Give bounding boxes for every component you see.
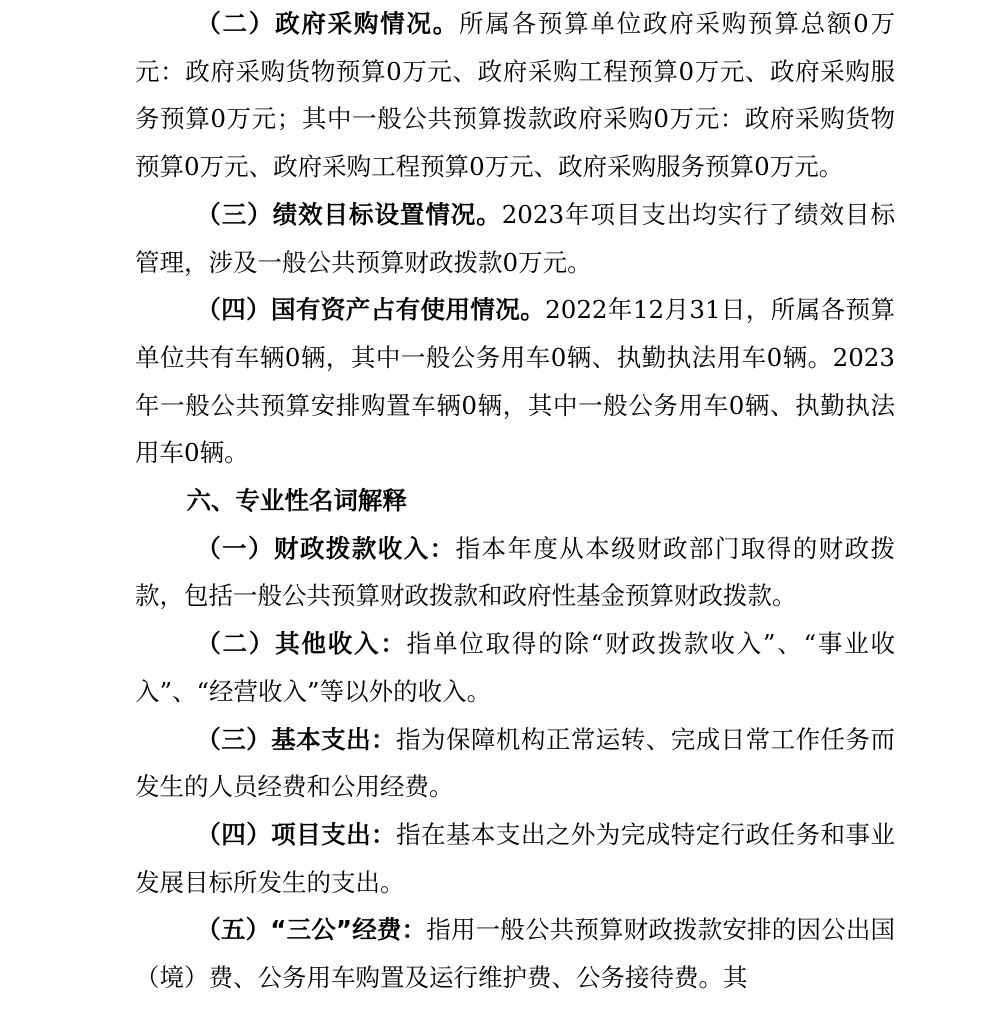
paragraph-lead: （三）绩效目标设置情况。 (196, 199, 502, 229)
definition-other-income (135, 620, 895, 715)
definition-fiscal-appropriation-income (135, 525, 895, 620)
definition-term: （五）“三公”经费： (196, 915, 427, 945)
section-heading: 六、专业性名词解释 (186, 486, 407, 516)
paragraph-state-assets (135, 286, 895, 477)
definition-term: （二）其他收入： (196, 629, 407, 659)
definition-term: （三）基本支出： (196, 724, 397, 754)
document-page (135, 0, 895, 1002)
paragraph-text: 2022年12月31日，所属各预算单位共有车辆0辆，其中一般公务用车0辆、执勤执法用车0辆。2023年一般公共预算安排购置车辆0辆，其中一般公务用车0辆、执勤执法用车0辆。 (135, 295, 895, 468)
definition-text: 指为保障机构正常运转、完成日常工作任务而发生的人员经费和公用经费。 (135, 724, 896, 802)
definition-text: 指本年度从本级财政部门取得的财政拨款，包括一般公共预算财政拨款和政府性基金预算财政拨款。 (135, 533, 895, 611)
definition-term: （四）项目支出： (196, 819, 397, 849)
paragraph-performance-targets (135, 191, 895, 286)
definition-text: 指用一般公共预算财政拨款安排的因公出国（境）费、公务用车购置及运行维护费、公务接待费。其 (135, 915, 895, 993)
definition-text: 指在基本支出之外为完成特定行政任务和事业发展目标所发生的支出。 (135, 819, 896, 897)
paragraph-text: 所属各预算单位政府采购预算总额0万元：政府采购货物预算0万元、政府采购工程预算0万元、政府采购服务预算0万元；其中一般公共预算拨款政府采购0万元：政府采购货物预算0万元、政府采购工程预算0万元、政府采购服务预算0万元。 (135, 9, 896, 182)
paragraph-text: 2023年项目支出均实行了绩效目标管理，涉及一般公共预算财政拨款0万元。 (135, 199, 895, 277)
paragraph-lead: （四）国有资产占有使用情况。 (196, 295, 546, 325)
paragraph-lead: （二）政府采购情况。 (196, 9, 460, 38)
paragraph-government-procurement (135, 0, 895, 191)
definition-term: （一）财政拨款收入： (196, 533, 456, 563)
definition-text: 指单位取得的除“财政拨款收入”、“事业收入”、“经营收入”等以外的收入。 (135, 629, 895, 706)
definition-three-public-expenses (135, 906, 895, 1001)
definition-project-expenditure (135, 811, 895, 906)
definition-basic-expenditure (135, 716, 895, 811)
